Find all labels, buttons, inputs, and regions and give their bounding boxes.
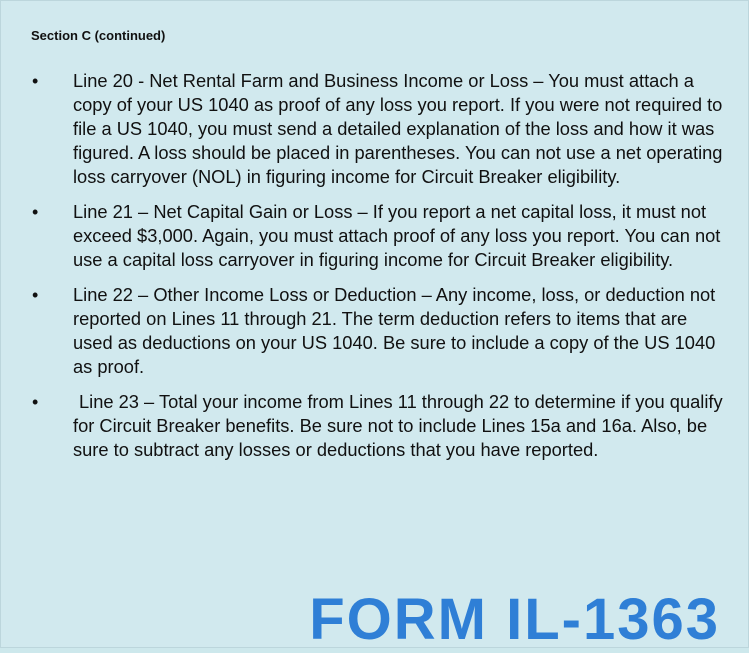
item-text: - Net Rental Farm and Business Income or Loss – You must attach a copy of your US 1040 as proof of any loss you report. If you were not required to file a US 1040, you must send a detailed explanation of the loss and how it was figured. A loss should be placed in parentheses. You can not use a net operating loss carryover (NOL) in figuring income for Circuit Breaker eligibility.	[73, 70, 723, 187]
section-header: Section C (continued)	[31, 28, 166, 43]
list-item-line-20	[27, 69, 727, 189]
list-item-line-22	[27, 283, 727, 379]
item-lead: Line 22 –	[73, 284, 149, 305]
bullet-list	[27, 69, 727, 473]
bullet-icon: •	[32, 285, 39, 305]
item-text: Other Income Loss or Deduction – Any income, loss, or deduction not reported on Lines 11 through 21. The term deduction refers to items that are used as deductions on your US 1040. Be sure to include a copy of the US 1040 as proof.	[73, 284, 716, 377]
item-text: Total your income from Lines 11 through 22 to determine if you qualify for Circuit Breaker benefits. Be sure not to include Lines 15a and 16a. Also, be sure to subtract any losses or deductions that you have reported.	[73, 391, 723, 460]
item-lead: Line 20	[73, 70, 133, 91]
bullet-icon: •	[32, 392, 39, 412]
list-item-line-23	[27, 390, 727, 462]
bullet-icon: •	[32, 71, 39, 91]
list-item-line-21	[27, 200, 727, 272]
item-text: Net Capital Gain or Loss – If you report a net capital loss, it must not exceed $3,000. Again, you must attach proof of any loss you report. You can not use a capital loss carryover in figuring income for Circuit Breaker eligibility.	[73, 201, 721, 270]
bullet-icon: •	[32, 202, 39, 222]
form-title: FORM IL-1363	[309, 587, 720, 652]
item-lead: Line 23 –	[79, 391, 155, 412]
item-lead: Line 21 –	[73, 201, 149, 222]
